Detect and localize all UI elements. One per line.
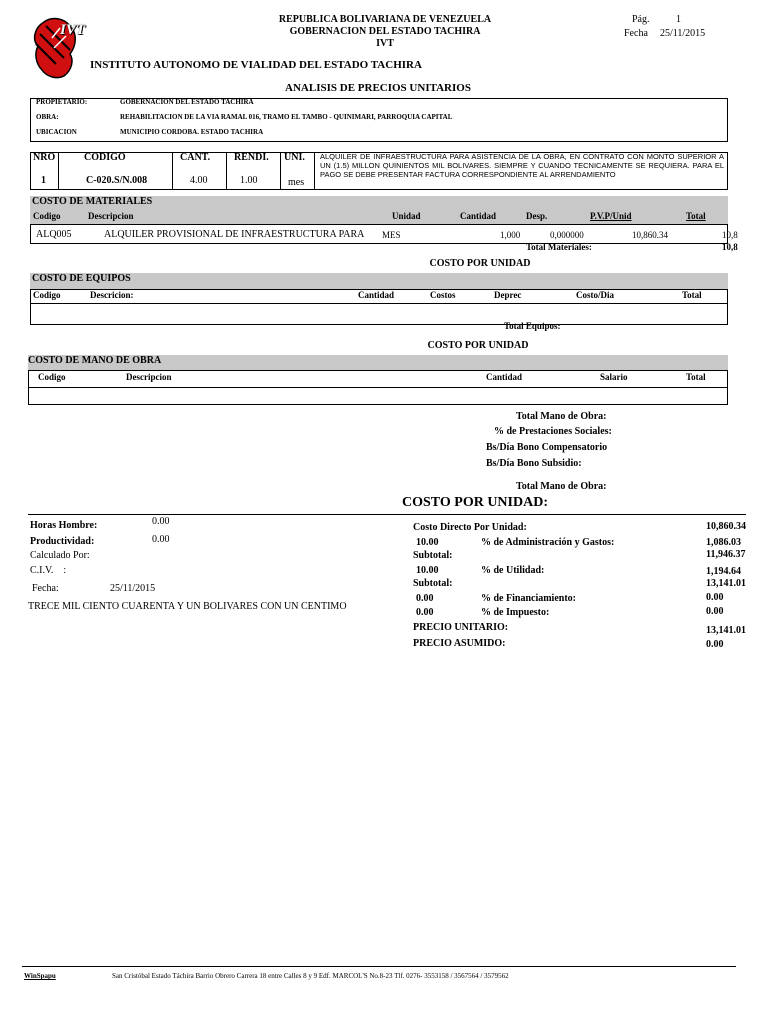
materials-h-pvp: P.V.P/Unid: [590, 211, 632, 221]
footer-app-name: WinSpapu: [24, 972, 56, 980]
item-nro: 1: [41, 175, 46, 186]
civ-label: C.I.V. :: [30, 565, 67, 576]
institute-name: INSTITUTO AUTONOMO DE VIALIDAD DEL ESTADO TACHIRA: [90, 59, 422, 71]
adm-value: 1,086.03: [706, 537, 741, 548]
util-pct: 10.00: [416, 565, 439, 576]
item-header-nro: NRO: [33, 152, 56, 163]
footer-address: San Cristóbal Estado Táchira Barrio Obrero Carrera 18 entre Calles 8 y 9 Edf. MARCOL'S No.8-23 Tlf. 0276- 3553158 / 3567564 / 3579562: [112, 972, 509, 980]
materials-unit-cost: COSTO POR UNIDAD: [429, 258, 531, 269]
header-line2: GOBERNACION DEL ESTADO TACHIRA: [289, 26, 481, 37]
mat-desc: ALQUILER PROVISIONAL DE INFRAESTRUCTURA PARA: [104, 229, 365, 240]
footer-divider: [22, 966, 736, 967]
location-value: MUNICIPIO CORDOBA. ESTADO TACHIRA: [120, 128, 264, 136]
productividad-label: Productividad:: [30, 536, 95, 547]
equipment-h-costos: Costos: [430, 290, 456, 300]
labor-title: COSTO DE MANO DE OBRA: [28, 355, 162, 366]
fin-label: % de Financiamiento:: [481, 593, 576, 604]
materials-h-desp: Desp.: [526, 211, 548, 221]
materials-h-desc: Descripcion: [88, 211, 134, 221]
materials-h-cantidad: Cantidad: [460, 211, 497, 221]
subtotal2-label: Subtotal:: [413, 578, 453, 589]
precio-asumido-value: 0.00: [706, 639, 724, 650]
labor-social-label: % de Prestaciones Sociales:: [494, 426, 612, 437]
labor-h-cantidad: Cantidad: [486, 372, 523, 382]
fecha-value: 25/11/2015: [110, 583, 156, 594]
mat-cantidad: 1,000: [500, 230, 521, 240]
cd-value: 10,860.34: [706, 521, 746, 532]
labor-h-salario: Salario: [600, 372, 628, 382]
imp-label: % de Impuesto:: [481, 607, 550, 618]
fin-pct: 0.00: [416, 593, 434, 604]
header-line1: REPUBLICA BOLIVARIANA DE VENEZUELA: [278, 14, 492, 25]
document-title: ANALISIS DE PRECIOS UNITARIOS: [285, 82, 471, 94]
owner-label: PROPIETARIO:: [36, 98, 88, 106]
subtotal2-value: 13,141.01: [706, 578, 746, 589]
adm-pct: 10.00: [416, 537, 439, 548]
precio-unitario-value: 13,141.01: [706, 625, 746, 636]
item-cant: 4.00: [190, 175, 208, 186]
page-number: 1: [676, 14, 681, 25]
labor-bono-sub-label: Bs/Día Bono Subsidio:: [486, 458, 582, 469]
mat-desp: 0,000000: [550, 230, 584, 240]
labor-total2-label: Total Mano de Obra:: [516, 481, 607, 492]
header-line3: IVT: [376, 38, 394, 49]
productividad-value: 0.00: [152, 534, 170, 545]
item-codigo: C-020.S/N.008: [86, 175, 148, 186]
util-value: 1,194.64: [706, 566, 741, 577]
horas-label: Horas Hombre:: [30, 520, 98, 531]
work-value: REHABILITACION DE LA VIA RAMAL 016, TRAMO EL TAMBO - QUINIMARI, PARROQUIA CAPITAL: [120, 113, 453, 121]
item-header-rendi: RENDI.: [234, 152, 269, 163]
materials-total-value: 10,8: [722, 242, 738, 252]
ivt-logo: [30, 14, 86, 80]
logo-text: IVT: [60, 22, 86, 38]
imp-pct: 0.00: [416, 607, 434, 618]
adm-label: % de Administración y Gastos:: [481, 537, 615, 548]
page-label: Pág.: [632, 14, 650, 25]
date-value: 25/11/2015: [660, 28, 706, 39]
table-row: [30, 229, 768, 241]
labor-h-desc: Descripcion: [126, 372, 172, 382]
calculado-label: Calculado Por:: [30, 550, 90, 561]
date-label: Fecha: [624, 28, 648, 39]
equipment-h-cantidad: Cantidad: [358, 290, 395, 300]
mat-codigo: ALQ005: [36, 229, 72, 240]
fecha-label: Fecha:: [32, 583, 59, 594]
mat-total: 10,8: [722, 230, 738, 240]
labor-bono-comp-label: Bs/Día Bono Compensatorio: [486, 442, 608, 453]
item-header-uni: UNI.: [284, 152, 305, 163]
equipment-h-total: Total: [682, 290, 702, 300]
cd-label: Costo Directo Por Unidad:: [413, 522, 527, 533]
equipment-h-deprec: Deprec: [494, 290, 522, 300]
materials-h-codigo: Codigo: [33, 211, 61, 221]
work-label: OBRA:: [36, 113, 59, 121]
equipment-title: COSTO DE EQUIPOS: [32, 273, 131, 284]
fin-value: 0.00: [706, 592, 724, 603]
mat-pvp: 10,860.34: [632, 230, 668, 240]
precio-unitario-label: PRECIO UNITARIO:: [413, 622, 509, 633]
summary-divider: [28, 514, 746, 515]
equipment-total-label: Total Equipos:: [504, 321, 561, 331]
item-rendi: 1.00: [240, 175, 258, 186]
labor-h-codigo: Codigo: [38, 372, 66, 382]
labor-h-total: Total: [686, 372, 706, 382]
mat-unidad: MES: [382, 230, 401, 240]
materials-h-unidad: Unidad: [392, 211, 421, 221]
labor-total-label: Total Mano de Obra:: [516, 411, 607, 422]
materials-h-total: Total: [686, 211, 706, 221]
equipment-title-band: [30, 273, 728, 289]
item-uni: mes: [288, 177, 305, 188]
materials-total-label: Total Materiales:: [526, 242, 592, 252]
equipment-h-desc: Descricion:: [90, 290, 134, 300]
util-label: % de Utilidad:: [481, 565, 545, 576]
materials-title: COSTO DE MATERIALES: [32, 196, 153, 207]
equipment-h-codigo: Codigo: [33, 290, 61, 300]
imp-value: 0.00: [706, 606, 724, 617]
horas-value: 0.00: [152, 516, 170, 527]
owner-value: GOBERNACION DEL ESTADO TACHIRA: [120, 98, 254, 106]
subtotal1-value: 11,946.37: [706, 549, 746, 560]
subtotal1-label: Subtotal:: [413, 550, 453, 561]
location-label: UBICACION: [36, 128, 77, 136]
item-header-cant: CANT.: [180, 152, 211, 163]
equipment-h-costodia: Costo/Dia: [576, 290, 614, 300]
amount-in-words: TRECE MIL CIENTO CUARENTA Y UN BOLIVARES CON UN CENTIMO: [28, 601, 347, 612]
equipment-unit-cost: COSTO POR UNIDAD: [427, 340, 529, 351]
summary-title: COSTO POR UNIDAD:: [402, 495, 548, 510]
item-description: ALQUILER DE INFRAESTRUCTURA PARA ASISTENCIA DE LA OBRA, EN CONTRATO CON MONTO SUPERIOR A UN (1.5) MILLON QUINIENTOS MIL BOLIVARES. SIEMPRE Y CUANDO TECNICAMENTE SE REQUIERA. PARA EL PAGO SE DEBE PRESENTAR FACTURA CORRESPONDIENTE AL ARRENDAMIENTO: [320, 152, 724, 179]
item-header-codigo: CODIGO: [84, 152, 126, 163]
precio-asumido-label: PRECIO ASUMIDO:: [413, 638, 506, 649]
